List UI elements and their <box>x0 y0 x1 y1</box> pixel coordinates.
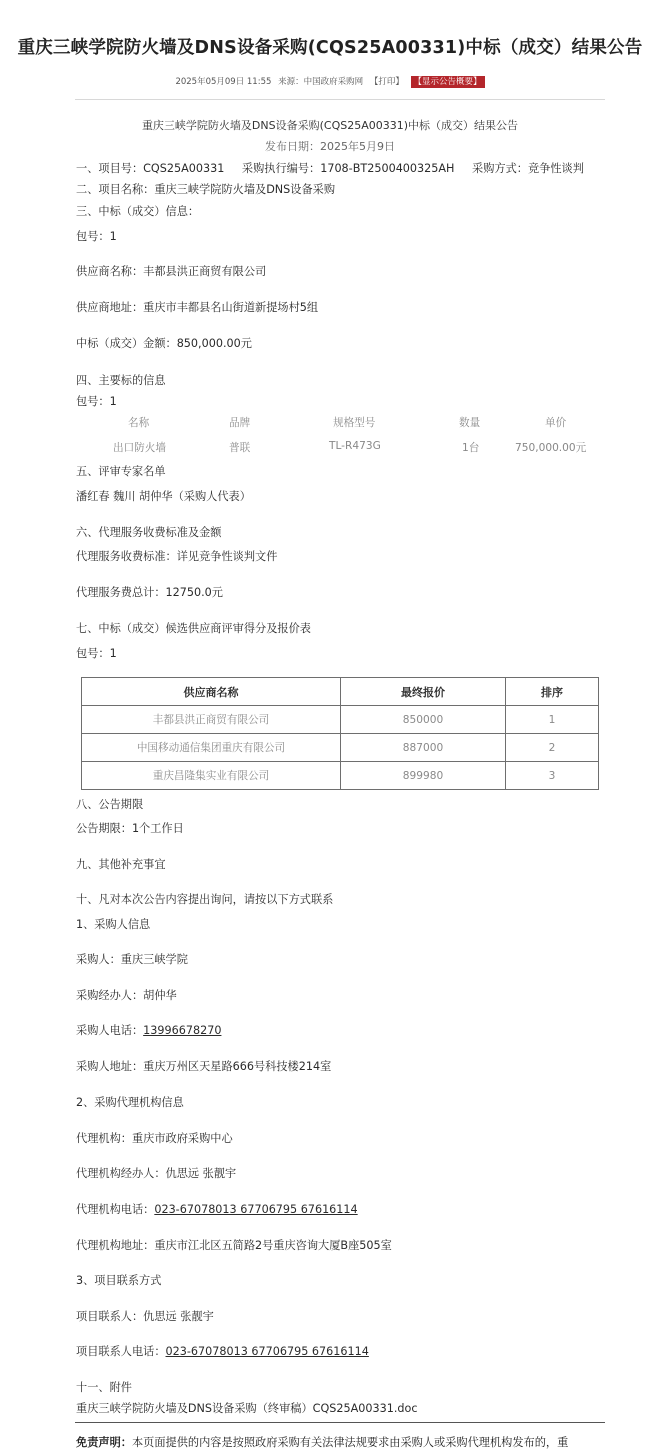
section-attachment-heading: 十一、附件 <box>76 1381 132 1394</box>
footer-divider <box>75 1422 605 1423</box>
section-fee-heading: 六、代理服务收费标准及金额 <box>76 526 222 539</box>
notice-subtitle: 重庆三峡学院防火墙及DNS设备采购(CQS25A00331)中标（成交）结果公告 <box>141 119 519 132</box>
cell-price: 899980 <box>341 762 506 790</box>
buyer-info-heading: 1、采购人信息 <box>76 918 151 931</box>
supplier-address: 供应商地址：重庆市丰都县名山街道新提场村5组 <box>76 301 319 314</box>
cell-rank: 3 <box>506 762 599 790</box>
items-package-number: 包号：1 <box>76 395 117 408</box>
agent-handler: 代理机构经办人：仇思远 张靓宇 <box>76 1167 237 1180</box>
cell-supplier: 重庆昌隆集实业有限公司 <box>82 762 341 790</box>
fee-total: 代理服务费总计：12750.0元 <box>76 586 223 599</box>
procurement-method: 采购方式：竞争性谈判 <box>472 162 584 175</box>
disclaimer-label: 免责声明： <box>76 1436 132 1449</box>
item-brand: 普联 <box>229 442 251 454</box>
buyer-name: 采购人：重庆三峡学院 <box>76 953 188 966</box>
cell-supplier: 中国移动通信集团重庆有限公司 <box>82 734 341 762</box>
table-row <box>82 706 599 734</box>
col-unit-price: 单价 <box>545 417 567 429</box>
cell-rank: 2 <box>506 734 599 762</box>
project-number: 一、项目号：CQS25A00331 <box>76 162 225 175</box>
award-amount: 中标（成交）金额：850,000.00元 <box>76 337 252 350</box>
col-brand: 品牌 <box>229 417 251 429</box>
cell-supplier: 丰都县洪正商贸有限公司 <box>82 706 341 734</box>
publish-date: 发布日期：2025年5月9日 <box>265 140 395 153</box>
section-period-heading: 八、公告期限 <box>76 798 144 811</box>
agent-address: 代理机构地址：重庆市江北区五简路2号重庆咨询大厦B座505室 <box>76 1239 392 1252</box>
project-name: 二、项目名称：重庆三峡学院防火墙及DNS设备采购 <box>76 183 336 196</box>
publish-datetime: 2025年05月09日 11:55 <box>175 77 272 87</box>
buyer-handler: 采购经办人：胡仲华 <box>76 989 177 1002</box>
print-link[interactable]: 【打印】 <box>369 77 404 87</box>
item-model: TL-R473G <box>329 440 381 452</box>
agent-phone-line <box>76 1201 358 1217</box>
buyer-phone-link[interactable]: 13996678270 <box>143 1024 222 1037</box>
section-experts-heading: 五、评审专家名单 <box>76 465 166 478</box>
th-supplier: 供应商名称 <box>82 678 341 706</box>
package-number: 包号：1 <box>76 230 117 243</box>
section-contact-heading: 十、凡对本次公告内容提出询问，请按以下方式联系 <box>76 893 334 906</box>
source-label: 来源：中国政府采购网 <box>278 77 364 87</box>
agent-name: 代理机构：重庆市政府采购中心 <box>76 1132 233 1145</box>
table-row <box>82 762 599 790</box>
cell-price: 850000 <box>341 706 506 734</box>
notice-meta <box>0 75 660 88</box>
disclaimer <box>76 1434 568 1450</box>
th-final-price: 最终报价 <box>341 678 506 706</box>
table-row <box>82 734 599 762</box>
divider <box>75 99 605 100</box>
item-unit-price: 750,000.00元 <box>515 442 587 454</box>
col-quantity: 数量 <box>459 417 481 429</box>
fee-standard: 代理服务收费标准：详见竞争性谈判文件 <box>76 550 278 563</box>
project-info-line <box>76 160 584 176</box>
section-candidates-heading: 七、中标（成交）候选供应商评审得分及报价表 <box>76 622 311 635</box>
buyer-phone-line <box>76 1022 221 1038</box>
section-items-heading: 四、主要标的信息 <box>76 374 166 387</box>
agent-phone-link[interactable]: 023-67078013 67706795 67616114 <box>154 1203 358 1216</box>
buyer-address: 采购人地址：重庆万州区天星路666号科技楼214室 <box>76 1060 332 1073</box>
col-model: 规格型号 <box>333 417 376 429</box>
notice-period: 公告期限：1个工作日 <box>76 822 184 835</box>
project-contact-phone-label: 项目联系人电话： <box>76 1345 166 1358</box>
th-rank: 排序 <box>506 678 599 706</box>
project-contact-heading: 3、项目联系方式 <box>76 1274 162 1287</box>
expert-list: 潘红春 魏川 胡仲华（采购人代表） <box>76 490 251 503</box>
project-contact-phone-link[interactable]: 023-67078013 67706795 67616114 <box>165 1345 369 1358</box>
candidate-ranking-table <box>81 677 599 790</box>
section-other-heading: 九、其他补充事宜 <box>76 858 166 871</box>
execution-number: 采购执行编号：1708-BT2500400325AH <box>241 162 455 175</box>
cell-rank: 1 <box>506 706 599 734</box>
cell-price: 887000 <box>341 734 506 762</box>
project-contact: 项目联系人：仇思远 张靓宇 <box>76 1310 214 1323</box>
item-quantity: 1台 <box>462 442 480 454</box>
project-contact-phone-line <box>76 1343 369 1359</box>
section-award-heading: 三、中标（成交）信息： <box>76 205 200 218</box>
buyer-phone-label: 采购人电话： <box>76 1024 144 1037</box>
supplier-name: 供应商名称：丰都县洪正商贸有限公司 <box>76 265 267 278</box>
disclaimer-text: 本页面提供的内容是按照政府采购有关法律法规要求由采购人或采购代理机构发布的，重 <box>131 1436 569 1449</box>
table-header-row <box>82 678 599 706</box>
agent-info-heading: 2、采购代理机构信息 <box>76 1096 184 1109</box>
item-name: 出口防火墙 <box>113 442 166 454</box>
page-title: 重庆三峡学院防火墙及DNS设备采购(CQS25A00331)中标（成交）结果公告 <box>17 38 643 58</box>
col-name: 名称 <box>128 417 150 429</box>
agent-phone-label: 代理机构电话： <box>76 1203 155 1216</box>
show-summary-button[interactable]: 【显示公告概要】 <box>411 76 485 88</box>
attachment-link[interactable]: 重庆三峡学院防火墙及DNS设备采购（终审稿）CQS25A00331.doc <box>76 1402 418 1415</box>
candidates-package-number: 包号：1 <box>76 647 117 660</box>
